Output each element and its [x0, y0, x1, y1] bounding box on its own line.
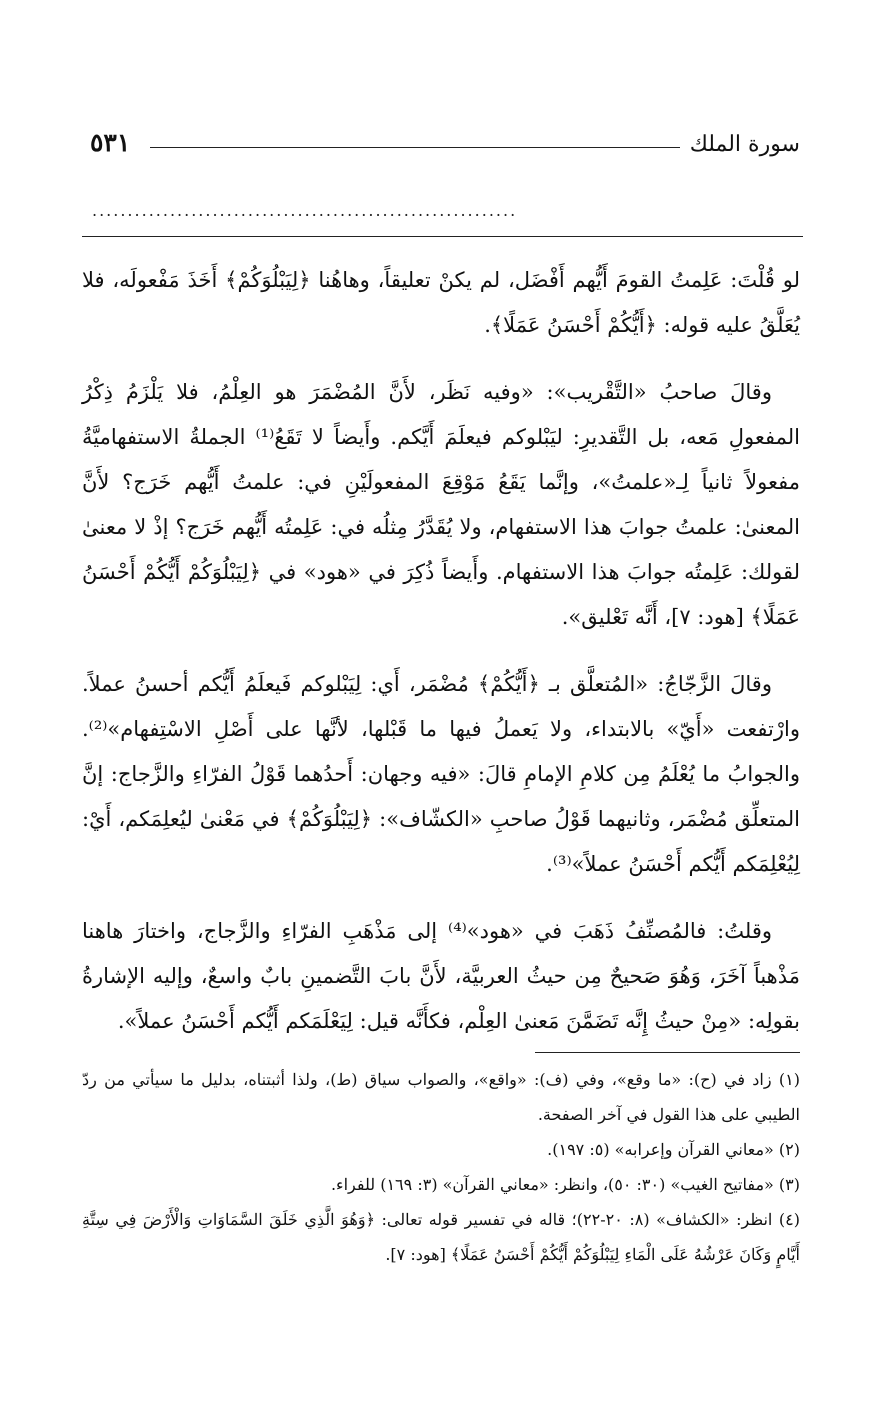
page-number: ٥٣١: [90, 128, 131, 157]
dotted-separator: ............................................................: [92, 203, 518, 219]
paragraph-3: وقالَ الزَّجّاجُ: «المُتعلَّق بـ ﴿أَيُّكُمْ﴾ مُضْمَر، أَي: لِيَبْلوكم فَيعلَمُ أَيُّكم أحسنُ عملاً. وارْتفعت «أَيّ» بالابتداء، ولا يَعملُ فيها ما قَبْلها، لأنَّها على أَصْلِ الاسْتِفهام»⁽²⁾. والجوابُ ما يُعْلَمُ مِن كلامِ الإمامِ قالَ: «فيه وجهان: أَحدُهما قَوْلُ الفرّاءِ والزَّجاج: إنَّ المتعلِّق مُضْمَر، وثانيهما قَوْلُ صاحبِ «الكشّاف»: ﴿لِيَبْلُوَكُمْ﴾ في مَعْنىٰ ليُعلِمَكم، أَيْ: لِيُعْلِمَكم أَيُّكم أَحْسَنُ عملاً»⁽³⁾.: [82, 672, 800, 876]
footnote-3: (٣) «مفاتيح الغيب» (٣٠: ٥٠)، وانظر: «معاني القرآن» (٣: ١٦٩) للفراء.: [330, 1175, 800, 1194]
paragraph-1: لو قُلْتَ: عَلِمتُ القومَ أَيُّهم أَفْضَل، لم يكنْ تعليقاً، وهاهُنا ﴿لِيَبْلُوَكُمْ﴾ أَخَذَ مَفْعولَه، فلا يُعَلَّقُ عليه قوله: ﴿أَيُّكُمْ أَحْسَنُ عَمَلًا﴾.: [82, 268, 800, 337]
page-header: [90, 128, 800, 168]
header-rule: [150, 147, 680, 148]
footnote-1: (١) زاد في (ح): «ما وقع»، وفي (ف): «واقع»، والصواب سياق (ط)، ولذا أثبتناه، بدليل ما سيأتي من ردّ الطيبي على هذا القول في آخر الصفحة.: [82, 1070, 800, 1124]
footnote-rule: [535, 1052, 800, 1053]
paragraph-2: وقالَ صاحبُ «التَّقْريب»: «وفيه نَظَر، لأَنَّ المُضْمَرَ هو العِلْمُ، فلا يَلْزَمُ ذِكْرُ المفعولِ مَعه، بل التَّقديرِ: ليَبْلوكم فيعلَمَ أَيَّكم. وأَيضاً لا تَقَعُ⁽¹⁾ الجملةُ الاستفهاميَّةُ مفعولاً ثانياً لِـ«علمتُ»، وإنَّما يَقَعُ مَوْقِعَ المفعولَيْنِ في: علمتُ أَيُّهم خَرَج؟ لأَنَّ المعنىٰ: علمتُ جوابَ هذا الاستفهام، ولا يُقَدَّرُ مِثلُه في: عَلِمتُه أَيُّهم خَرَج؟ إذْ لا معنىٰ لقولك: عَلِمتُه جوابَ هذا الاستفهام. وأَيضاً ذُكِرَ في «هود» في ﴿لِيَبْلُوَكُمْ أَيُّكُمْ أَحْسَنُ عَمَلًا﴾ [هود: ٧]، أَنَّه تَعْليق».: [82, 380, 800, 629]
top-rule: [82, 236, 803, 237]
footnote-2: (٢) «معاني القرآن وإعرابه» (٥: ١٩٧).: [547, 1140, 800, 1159]
paragraph-4: وقلتُ: فالمُصنِّفُ ذَهَبَ في «هود»⁽⁴⁾ إلى مَذْهَبِ الفرّاءِ والزَّجاج، واختارَ هاهنا مَذْهباً آخَرَ، وَهُوَ صَحيحٌ مِن حيثُ العربيَّة، لأَنَّ بابَ التَّضمينِ بابٌ واسعٌ، وإليه الإشارةُ بقولِه: «مِنْ حيثُ إِنَّه تَضَمَّنَ مَعنىٰ العِلْم، فكأَنَّه قيل: لِيَعْلَمَكم أَيُّكم أَحْسَنُ عملاً».: [82, 919, 800, 1033]
footnote-4: (٤) انظر: «الكشاف» (٨: ٢٠-٢٢)؛ قاله في تفسير قوله تعالى: ﴿وَهُوَ الَّذِي خَلَقَ السَّمَاوَاتِ وَالْأَرْضَ فِي سِتَّةِ أَيَّامٍ وَكَانَ عَرْشُهُ عَلَى الْمَاءِ لِيَبْلُوَكُمْ أَيُّكُمْ أَحْسَنُ عَمَلًا﴾ [هود: ٧].: [82, 1210, 800, 1264]
main-text: [82, 258, 800, 1066]
footnotes: [82, 1062, 800, 1272]
running-title: سورة الملك: [689, 132, 800, 157]
